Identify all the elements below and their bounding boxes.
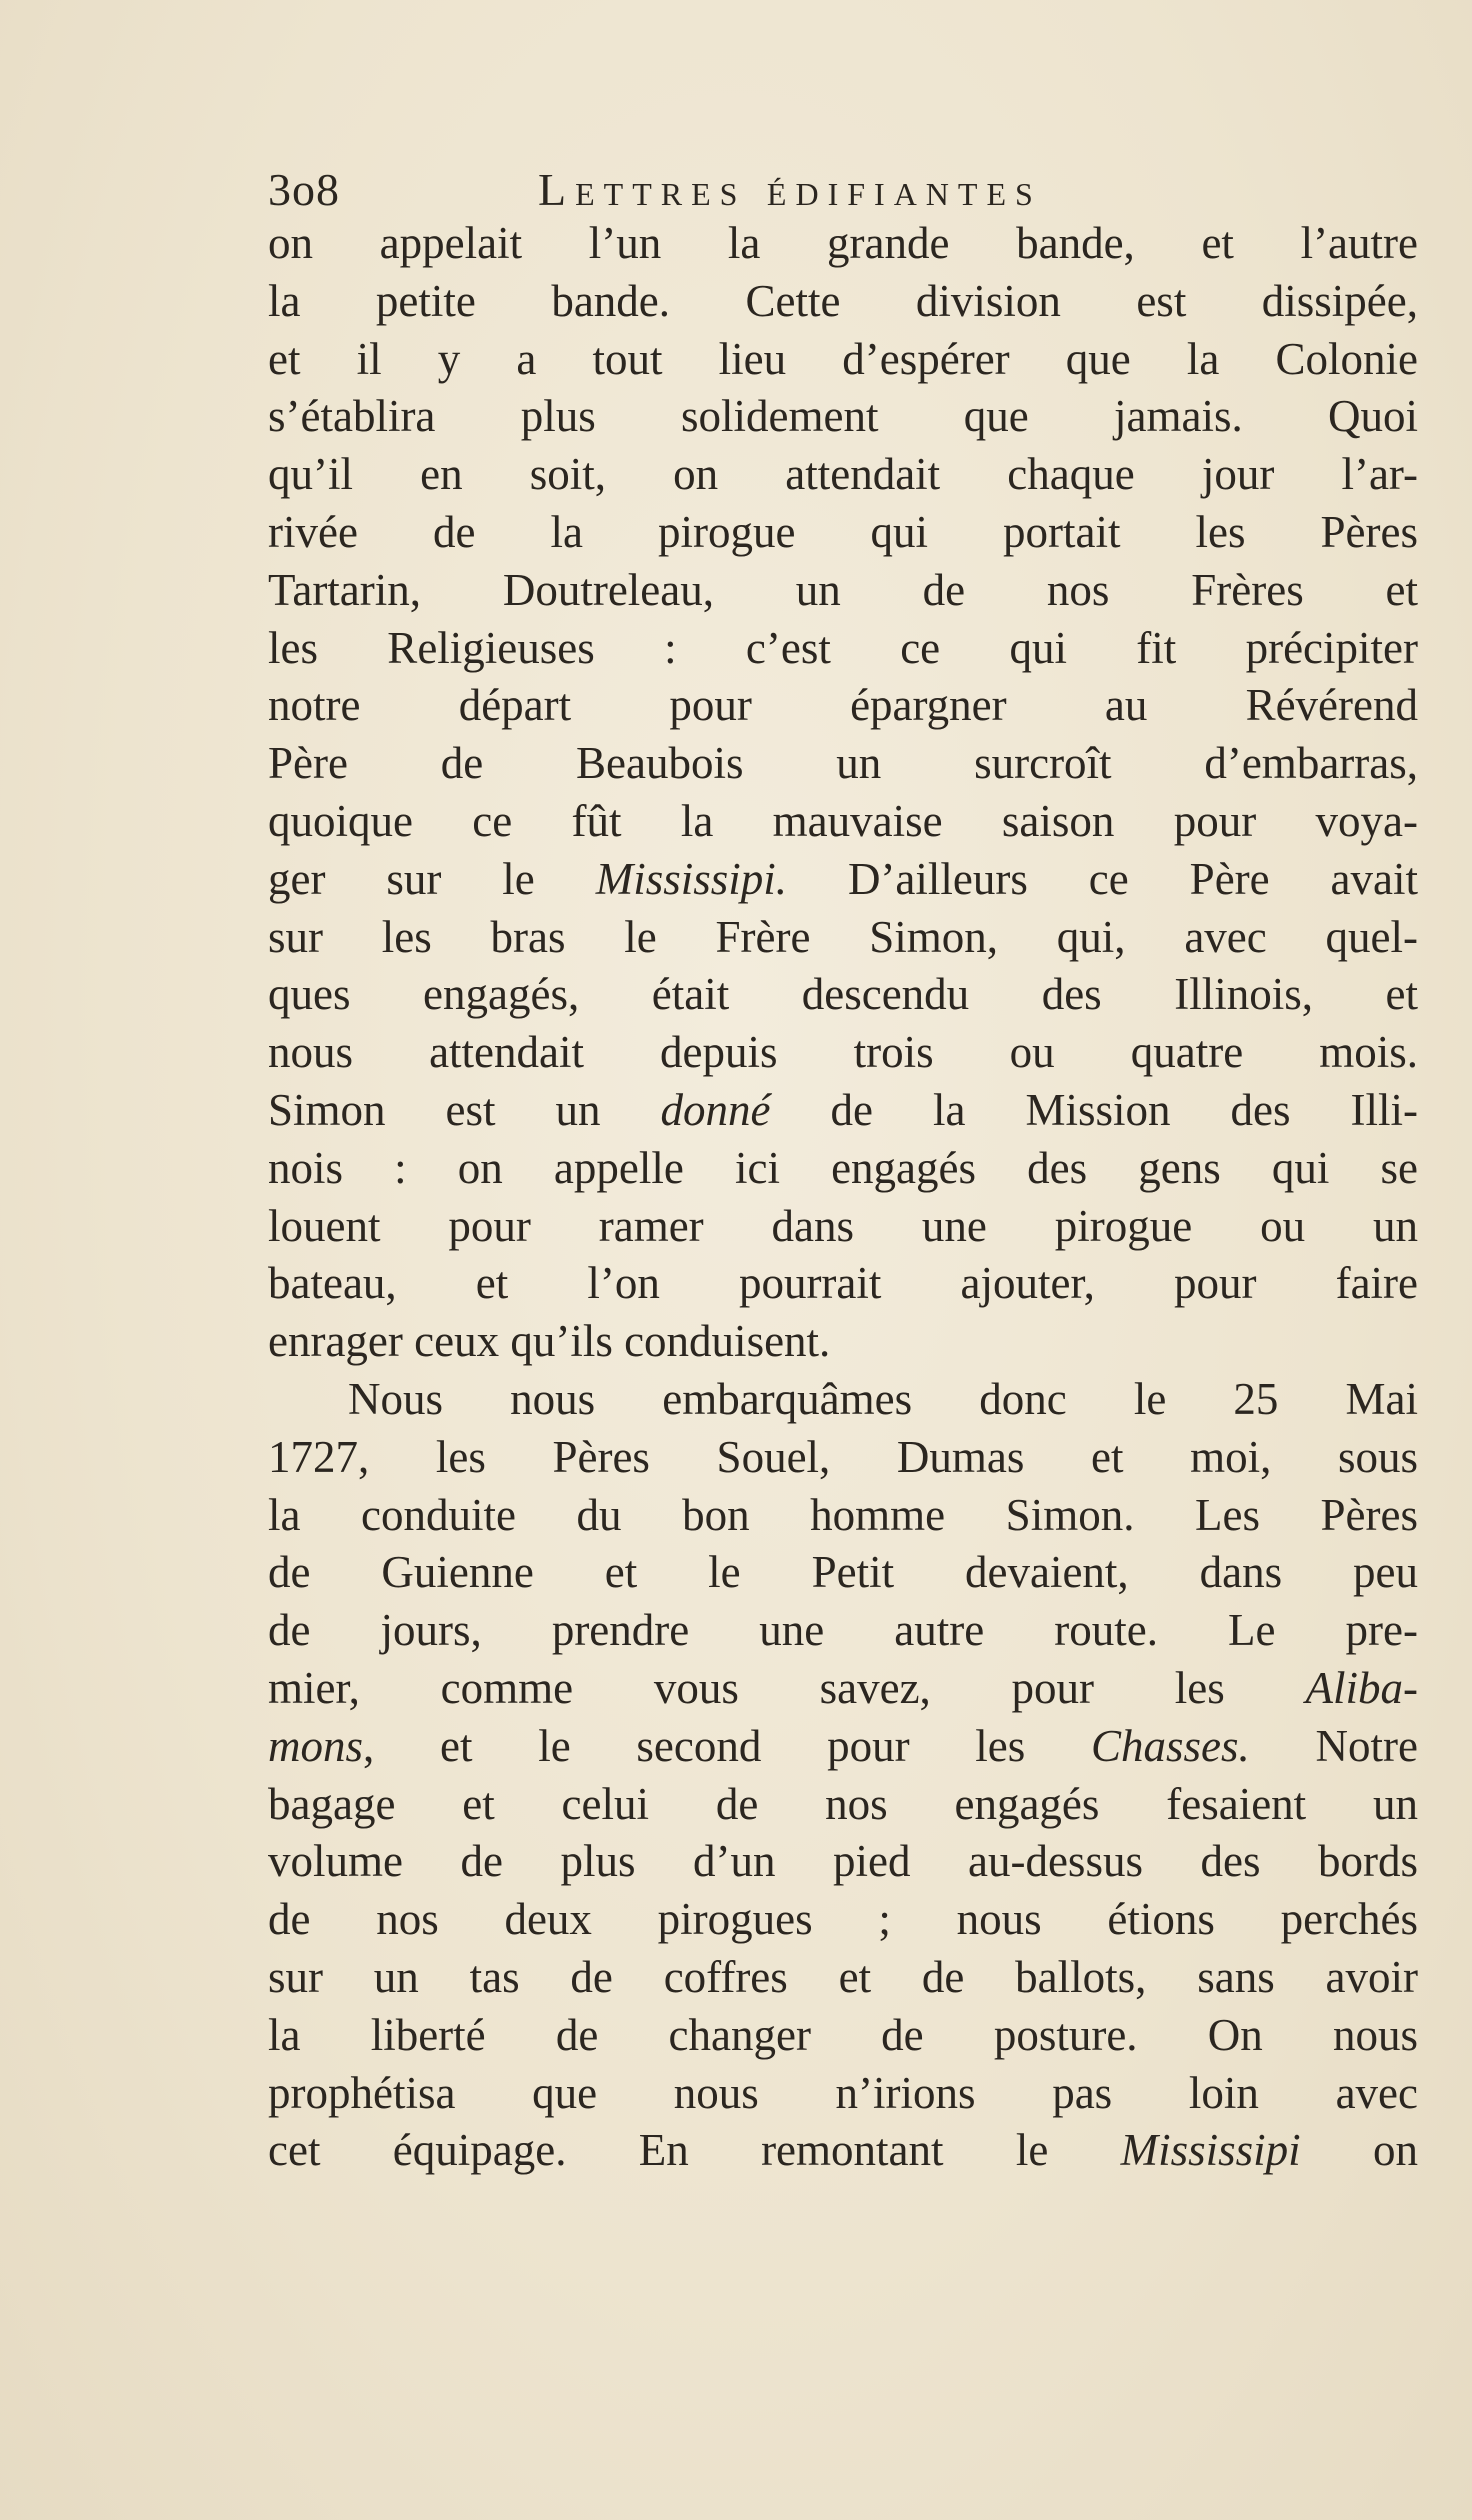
text-segment: qu’il en soit, on attendait chaque jour l’ar-	[268, 449, 1418, 500]
italic-text: donné	[660, 1084, 771, 1135]
text-segment: nous attendait depuis trois ou quatre mois.	[268, 1027, 1418, 1078]
italic-text: Mississipi.	[595, 853, 788, 904]
text-segment: mier, comme vous savez, pour les	[268, 1662, 1306, 1713]
italic-text: Aliba-	[1305, 1662, 1418, 1713]
text-segment: Tartarin, Doutreleau, un de nos Frères et	[268, 564, 1418, 615]
text-segment: 1727, les Pères Souel, Dumas et moi, sous	[268, 1431, 1418, 1482]
text-line	[268, 735, 1418, 793]
text-line	[268, 1487, 1418, 1545]
text-line	[268, 2007, 1418, 2065]
text-segment: enrager ceux qu’ils conduisent.	[268, 1316, 831, 1367]
text-line	[268, 1660, 1418, 1718]
text-line	[268, 677, 1418, 735]
text-line	[268, 2065, 1418, 2123]
text-line	[268, 1949, 1418, 2007]
page-header	[268, 160, 1208, 220]
text-segment: prophétisa que nous n’irions pas loin avec	[268, 2067, 1418, 2118]
text-segment: cet équipage. En remontant le	[268, 2125, 1121, 2176]
text-segment: volume de plus d’un pied au-dessus des bords	[268, 1836, 1418, 1887]
text-line	[268, 793, 1418, 851]
italic-text: Chasses.	[1091, 1720, 1250, 1771]
text-segment: de la Mission des Illi-	[770, 1084, 1418, 1135]
text-segment: sur un tas de coffres et de ballots, sans avoir	[268, 1951, 1418, 2002]
text-line	[268, 1429, 1418, 1487]
text-segment: sur les bras le Frère Simon, qui, avec quel-	[268, 911, 1418, 962]
text-segment: bagage et celui de nos engagés fesaient un	[268, 1778, 1418, 1829]
text-segment: Notre	[1249, 1720, 1418, 1771]
text-segment: Nous nous embarquâmes donc le 25 Mai	[348, 1373, 1418, 1424]
text-segment: de nos deux pirogues ; nous étions perchés	[268, 1894, 1418, 1945]
text-line	[268, 1891, 1418, 1949]
text-line	[268, 1198, 1418, 1256]
text-segment: la conduite du bon homme Simon. Les Pères	[268, 1489, 1418, 1540]
text-segment: de jours, prendre une autre route. Le pre-	[268, 1605, 1418, 1656]
text-segment: quoique ce fût la mauvaise saison pour voya-	[268, 795, 1418, 846]
text-segment: bateau, et l’on pourrait ajouter, pour faire	[268, 1258, 1418, 1309]
text-line	[268, 562, 1418, 620]
text-segment: notre départ pour épargner au Révérend	[268, 680, 1418, 731]
text-segment: et il y a tout lieu d’espérer que la Colonie	[268, 333, 1418, 384]
page-number: 3o8	[268, 164, 340, 215]
text-segment: la liberté de changer de posture. On nous	[268, 2009, 1418, 2060]
text-line	[268, 851, 1418, 909]
text-segment: ger sur le	[268, 853, 596, 904]
text-line	[268, 215, 1418, 273]
text-segment: s’établira plus solidement que jamais. Quoi	[268, 391, 1418, 442]
text-segment: rivée de la pirogue qui portait les Pères	[268, 506, 1418, 557]
text-segment: , et le second pour les	[363, 1720, 1092, 1771]
text-line	[268, 2122, 1418, 2180]
text-line	[268, 504, 1418, 562]
text-segment: on	[1300, 2125, 1418, 2176]
text-line	[268, 1140, 1418, 1198]
text-line	[268, 331, 1418, 389]
running-title: Lettres édifiantes	[538, 164, 1042, 215]
text-line	[268, 273, 1418, 331]
text-line	[268, 1833, 1418, 1891]
text-segment: ques engagés, était descendu des Illinois, et	[268, 969, 1418, 1020]
text-line	[268, 1024, 1418, 1082]
text-segment: de Guienne et le Petit devaient, dans peu	[268, 1547, 1418, 1598]
italic-text: Mississipi	[1120, 2125, 1301, 2176]
text-segment: louent pour ramer dans une pirogue ou un	[268, 1200, 1418, 1251]
text-segment: D’ailleurs ce Père avait	[787, 853, 1418, 904]
italic-text: mons	[268, 1720, 364, 1771]
text-line	[268, 1602, 1418, 1660]
body-text	[268, 215, 1418, 2180]
text-line	[268, 1371, 1418, 1429]
text-line	[268, 1544, 1418, 1602]
text-segment: nois : on appelle ici engagés des gens qui se	[268, 1142, 1418, 1193]
text-line	[268, 446, 1418, 504]
text-line	[268, 1082, 1418, 1140]
text-line	[268, 1313, 1418, 1371]
text-segment: on appelait l’un la grande bande, et l’autre	[268, 218, 1418, 268]
text-line	[268, 620, 1418, 678]
text-segment: Simon est un	[268, 1084, 661, 1135]
text-line	[268, 1776, 1418, 1834]
text-line	[268, 1255, 1418, 1313]
text-line	[268, 388, 1418, 446]
text-line	[268, 966, 1418, 1024]
text-line	[268, 1718, 1418, 1776]
text-line	[268, 909, 1418, 967]
text-segment: la petite bande. Cette division est dissipée,	[268, 275, 1418, 326]
text-segment: les Religieuses : c’est ce qui fit précipiter	[268, 622, 1418, 673]
text-segment: Père de Beaubois un surcroît d’embarras,	[268, 738, 1418, 789]
